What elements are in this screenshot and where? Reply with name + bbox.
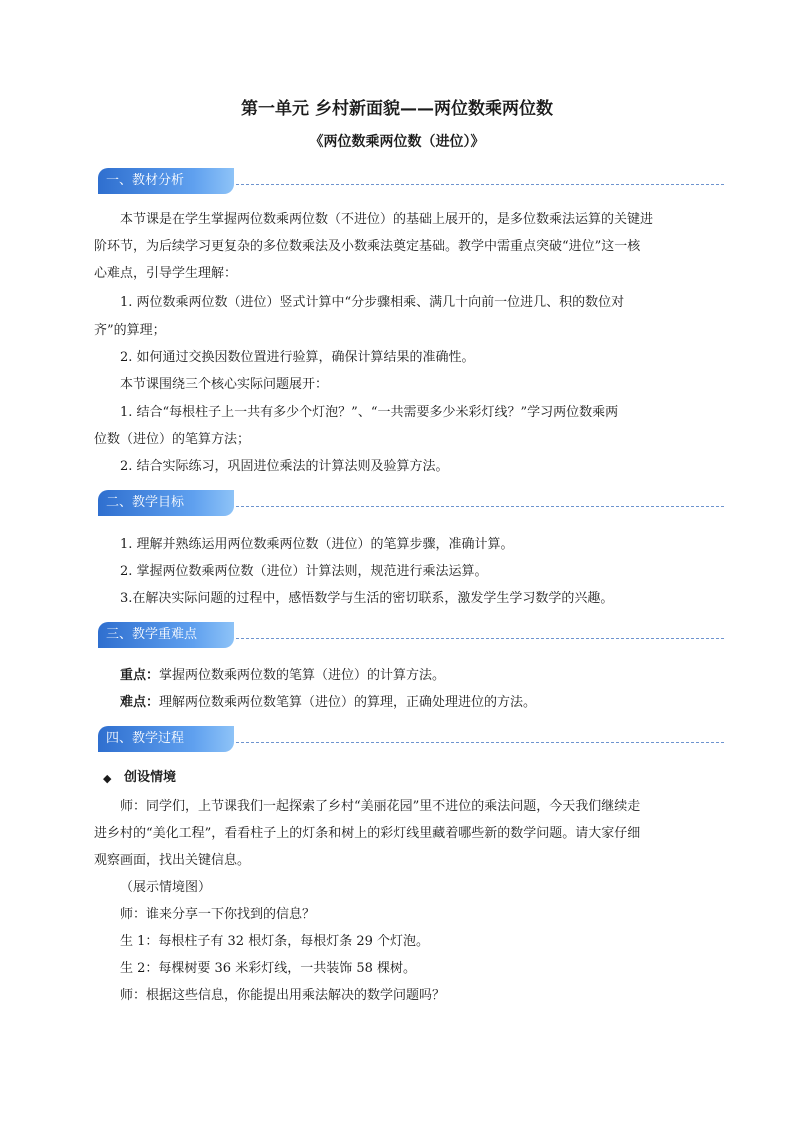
difficulty-row	[120, 694, 536, 712]
section-tab-label: 一、教材分析	[98, 168, 234, 194]
section-divider	[236, 506, 724, 507]
section-tab-label: 三、教学重难点	[98, 622, 234, 648]
section-tab-label: 二、教学目标	[98, 490, 234, 516]
section-divider	[236, 638, 724, 639]
goal-item: 2. 掌握两位数乘两位数（进位）计算法则，规范进行乘法运算。	[120, 564, 488, 579]
section-header-goals	[98, 490, 724, 516]
process-line: 师：谁来分享一下你找到的信息？	[120, 907, 316, 922]
analysis-line: 2. 如何通过交换因数位置进行验算，确保计算结果的准确性。	[120, 350, 475, 365]
process-line: 生 2：每棵树要 36 米彩灯线，一共装饰 58 棵树。	[120, 961, 417, 976]
analysis-line: 心难点，引导学生理解：	[94, 266, 238, 281]
process-line: （展示情境图）	[120, 880, 212, 895]
analysis-line: 位数（进位）的笔算方法；	[94, 432, 251, 447]
goal-item: 3.在解决实际问题的过程中，感悟数学与生活的密切联系，激发学生学习数学的兴趣。	[120, 591, 614, 606]
section-divider	[236, 742, 724, 743]
keypoint-row	[120, 667, 445, 685]
analysis-line: 本节课是在学生掌握两位数乘两位数（不进位）的基础上展开的，是多位数乘法运算的关键进	[120, 212, 654, 227]
keypoint-text: 掌握两位数乘两位数的笔算（进位）的计算方法。	[159, 668, 446, 683]
analysis-line: 阶环节，为后续学习更复杂的多位数乘法及小数乘法奠定基础。教学中需重点突破“进位”这一核	[94, 239, 641, 254]
analysis-line: 1. 结合“每根柱子上一共有多少个灯泡？”、“一共需要多少米彩灯线？”学习两位数乘两	[120, 405, 619, 420]
keypoint-label: 重点：	[120, 668, 160, 683]
difficulty-label: 难点：	[120, 695, 160, 710]
document-title: 第一单元 乡村新面貌——两位数乘两位数	[241, 99, 553, 119]
process-line: 生 1：每根柱子有 32 根灯条，每根灯条 29 个灯泡。	[120, 934, 430, 949]
section-header-keypoints	[98, 622, 724, 648]
analysis-line: 1. 两位数乘两位数（进位）竖式计算中“分步骤相乘、满几十向前一位进几、积的数位对	[120, 295, 625, 310]
section-header-analysis	[98, 168, 724, 194]
difficulty-text: 理解两位数乘两位数笔算（进位）的算理，正确处理进位的方法。	[159, 695, 537, 710]
process-line: 观察画面，找出关键信息。	[94, 853, 251, 868]
section-tab-label: 四、教学过程	[98, 726, 234, 752]
process-subheading: 创设情境	[124, 770, 177, 785]
document-subtitle: 《两位数乘两位数（进位）》	[309, 134, 485, 150]
diamond-bullet-icon: ◆	[103, 772, 112, 785]
section-divider	[236, 184, 724, 185]
process-line: 师：同学们，上节课我们一起探索了乡村“美丽花园”里不进位的乘法问题，今天我们继续走	[120, 799, 641, 814]
goal-item: 1. 理解并熟练运用两位数乘两位数（进位）的笔算步骤，准确计算。	[120, 537, 514, 552]
analysis-line: 齐”的算理；	[94, 323, 166, 338]
analysis-line: 2. 结合实际练习，巩固进位乘法的计算法则及验算方法。	[120, 459, 449, 474]
section-header-process	[98, 726, 724, 752]
analysis-line: 本节课围绕三个核心实际问题展开：	[120, 377, 329, 392]
process-line: 进乡村的“美化工程”，看看柱子上的灯条和树上的彩灯线里藏着哪些新的数学问题。请大家仔细	[94, 826, 641, 841]
process-line: 师：根据这些信息，你能提出用乘法解决的数学问题吗？	[120, 988, 446, 1003]
